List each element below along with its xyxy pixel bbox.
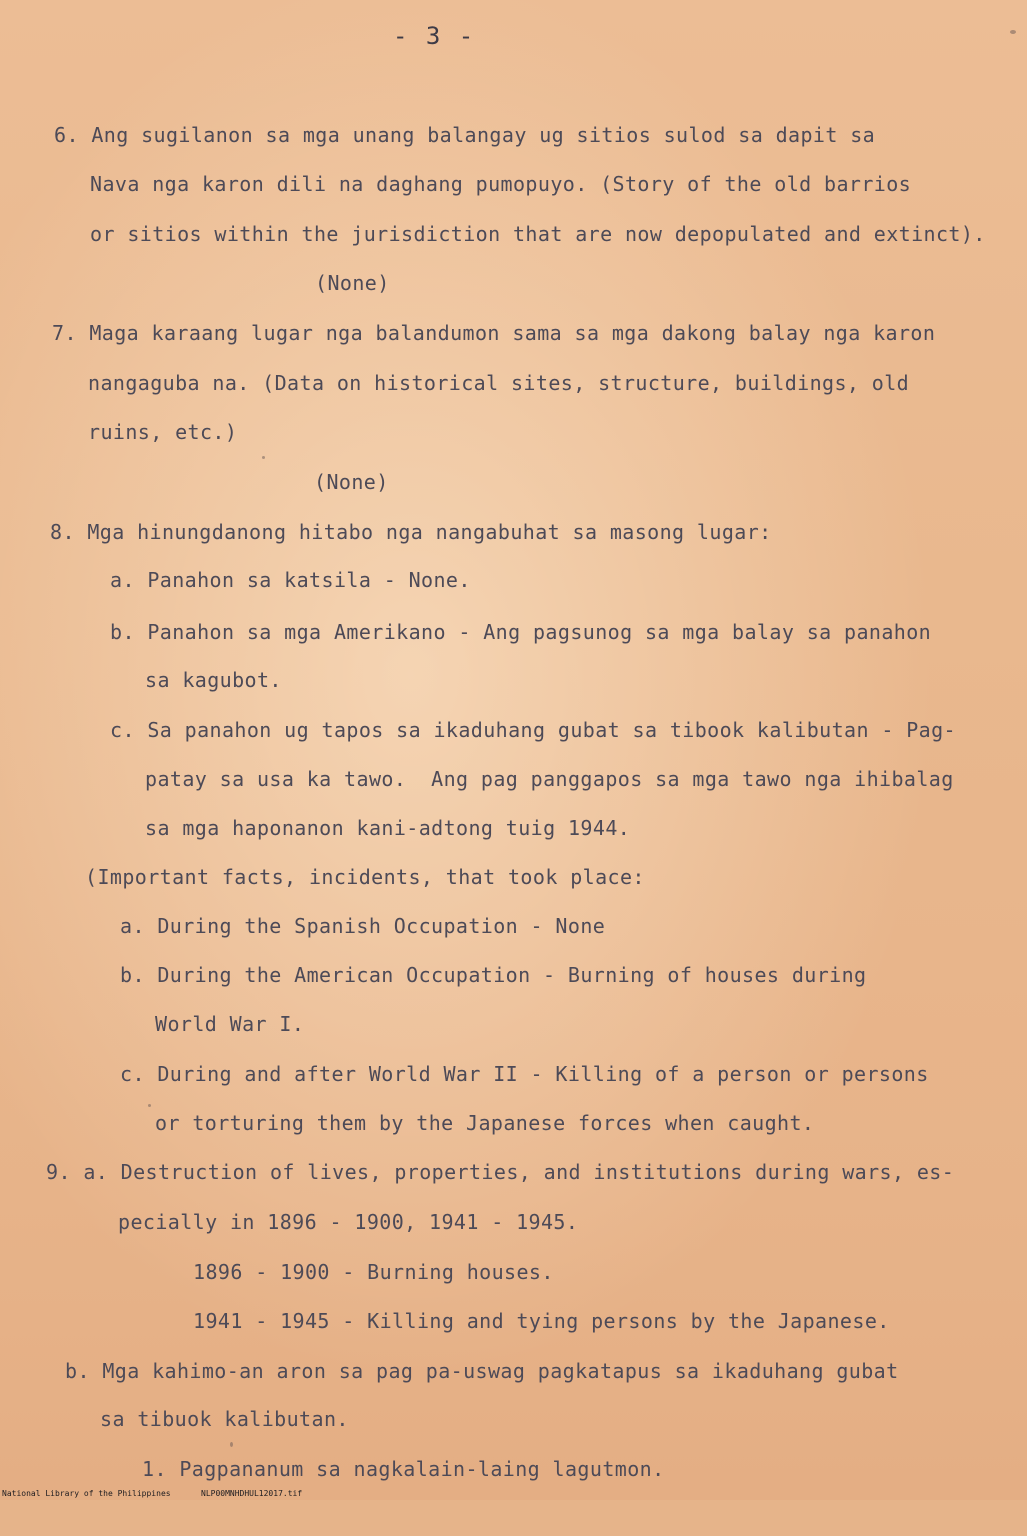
archive-footer [0, 1488, 1027, 1500]
text-line: c. Sa panahon ug tapos sa ikaduhang gubat sa tibook kalibutan - Pag- [110, 718, 956, 742]
text-line: or torturing them by the Japanese forces when caught. [155, 1111, 815, 1135]
text-line: a. Panahon sa katsila - None. [110, 568, 471, 592]
footer-file-name: NLP00MNHDHUL12017.tif [201, 1489, 303, 1498]
text-line: ruins, etc.) [88, 420, 238, 444]
text-line: pecially in 1896 - 1900, 1941 - 1945. [118, 1210, 579, 1234]
text-line: (None) [315, 271, 390, 295]
text-line: patay sa usa ka tawo. Ang pag panggapos sa mga tawo nga ihibalag [145, 767, 954, 791]
text-line: sa kagubot. [145, 668, 282, 692]
text-line: 8. Mga hinungdanong hitabo nga nangabuhat sa masong lugar: [50, 520, 772, 544]
text-line: c. During and after World War II - Killing of a person or persons [120, 1062, 929, 1086]
text-line: sa tibuok kalibutan. [100, 1407, 349, 1431]
paper-speck [230, 1442, 233, 1447]
text-line: a. During the Spanish Occupation - None [120, 914, 606, 938]
text-line: b. Panahon sa mga Amerikano - Ang pagsunog sa mga balay sa panahon [110, 620, 932, 644]
paper-speck [1010, 30, 1016, 34]
text-line: 1896 - 1900 - Burning houses. [193, 1260, 554, 1284]
text-line: or sitios within the jurisdiction that are now depopulated and extinct). [90, 222, 986, 246]
text-line: b. Mga kahimo-an aron sa pag pa-uswag pagkatapus sa ikaduhang gubat [65, 1359, 899, 1383]
paper-speck [262, 456, 265, 459]
text-line: (Important facts, incidents, that took place: [85, 865, 645, 889]
text-line: World War I. [155, 1012, 305, 1036]
text-line: nangaguba na. (Data on historical sites, structure, buildings, old [88, 371, 910, 395]
footer-library-name: National Library of the Philippines [2, 1489, 171, 1498]
text-line: 9. a. Destruction of lives, properties, and institutions during wars, es- [46, 1160, 955, 1184]
text-line: 1941 - 1945 - Killing and tying persons by the Japanese. [193, 1309, 890, 1333]
page-number: - 3 - [393, 22, 476, 50]
text-line: sa mga haponanon kani-adtong tuig 1944. [145, 816, 631, 840]
text-line: (None) [314, 470, 389, 494]
text-line: b. During the American Occupation - Burning of houses during [120, 963, 867, 987]
text-line: Nava nga karon dili na daghang pumopuyo. (Story of the old barrios [90, 172, 912, 196]
text-line: 7. Maga karaang lugar nga balandumon sama sa mga dakong balay nga karon [52, 321, 936, 345]
text-line: 6. Ang sugilanon sa mga unang balangay ug sitios sulod sa dapit sa [54, 123, 876, 147]
paper-speck [148, 1104, 151, 1107]
text-line: 1. Pagpananum sa nagkalain-laing lagutmon. [142, 1457, 665, 1481]
